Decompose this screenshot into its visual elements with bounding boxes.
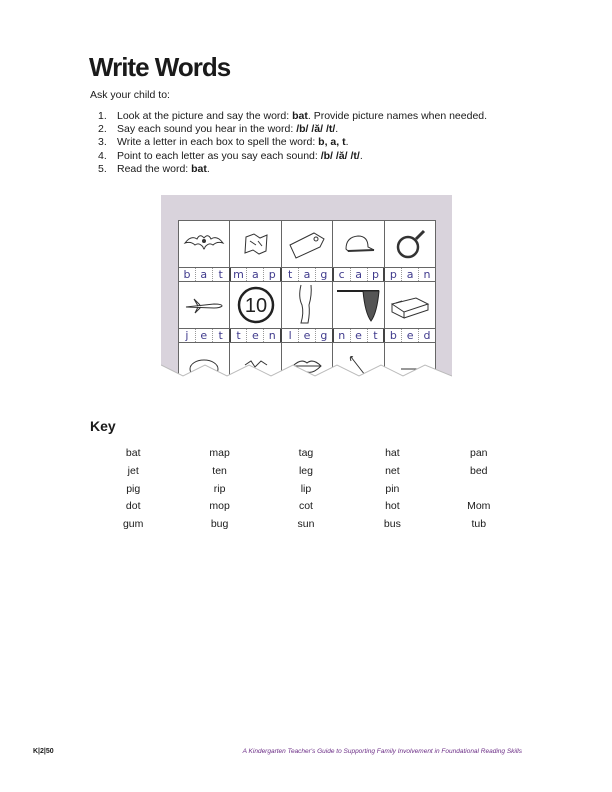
key-word (436, 483, 522, 501)
step-number: 4. (98, 149, 107, 162)
step-number: 2. (98, 123, 107, 136)
bed-picture (385, 282, 435, 329)
letter-box: b (385, 329, 402, 342)
key-word: net (385, 464, 400, 477)
step-text: Say each sound you hear in the word: (117, 123, 297, 136)
letter-box: t (373, 329, 378, 342)
key-row (90, 465, 522, 483)
letter-box: n (334, 329, 351, 342)
word-box (179, 268, 231, 281)
letter-box: n (423, 268, 431, 281)
letter-box: g (320, 268, 328, 281)
key-word: bug (210, 518, 229, 531)
key-word: bed (469, 464, 488, 477)
letter-box: t (231, 329, 248, 342)
key-word: mop (209, 500, 230, 513)
instruction-list (98, 110, 487, 176)
letter-row (179, 268, 435, 282)
step-number: 1. (98, 110, 107, 122)
letter-box: e (196, 329, 213, 342)
letter-box: t (218, 268, 223, 281)
page-number: K|2|50 (33, 748, 54, 755)
letter-box: p (385, 268, 402, 281)
word-box (282, 268, 334, 281)
key-word: pin (385, 482, 400, 495)
page-title: Write Words (89, 52, 231, 82)
step-text-end: . Provide picture names when needed. (307, 110, 488, 122)
word-box (334, 329, 386, 342)
letter-box: b (179, 268, 196, 281)
key-heading: Key (90, 418, 116, 434)
letter-box: e (299, 329, 316, 342)
instruction-step (98, 110, 487, 123)
letter-box: p (268, 268, 276, 281)
key-word: sun (297, 518, 315, 531)
bat-picture (179, 221, 230, 268)
ten-picture (230, 282, 281, 329)
tag-picture (282, 221, 333, 268)
letter-box: a (402, 268, 419, 281)
key-word: pan (469, 447, 488, 459)
key-row (90, 447, 522, 465)
net-picture (333, 282, 384, 329)
letter-box: m (231, 268, 248, 281)
step-number: 3. (98, 136, 107, 149)
letter-box: g (320, 329, 328, 342)
ten-number: 10 (244, 295, 267, 317)
key-word: bus (383, 518, 401, 531)
picture-row (179, 221, 435, 268)
word-box (282, 329, 334, 342)
key-word: Mom (467, 500, 491, 513)
letter-row (179, 329, 435, 343)
letter-box: d (423, 329, 431, 342)
footer-guide-title: A Kindergarten Teacher's Guide to Supporting Family Involvement in Foundational Reading Skills (242, 748, 522, 755)
word-box (385, 329, 435, 342)
letter-box: j (179, 329, 196, 342)
step-text: Read the word: (117, 162, 192, 175)
key-word: cot (298, 500, 313, 513)
key-word: hat (385, 447, 400, 459)
key-word: tub (471, 518, 487, 531)
key-word: dot (125, 500, 141, 513)
letter-box: a (196, 268, 213, 281)
step-text: Look at the picture and say the word: (117, 110, 293, 122)
letter-box: a (299, 268, 316, 281)
map-picture (230, 221, 281, 268)
step-bold: /b/ /ă/ /t/ (296, 123, 336, 136)
step-text: Point to each letter as you say each sound: (117, 149, 321, 162)
letter-box: a (247, 268, 264, 281)
step-text-end: . (359, 149, 363, 162)
key-word: pig (126, 482, 141, 495)
letter-box: a (351, 268, 368, 281)
key-word: bat (125, 447, 141, 459)
instruction-step (98, 136, 487, 149)
letter-box: n (268, 329, 276, 342)
letter-box: e (402, 329, 419, 342)
step-bold: b, a, t (318, 136, 346, 149)
key-word: hot (385, 500, 400, 513)
letter-box: e (247, 329, 264, 342)
letter-box: t (218, 329, 223, 342)
picture-row (179, 282, 435, 329)
key-word: rip (213, 482, 226, 495)
key-word: tag (298, 447, 314, 459)
step-text-end: . (335, 123, 339, 136)
leg-picture (282, 282, 333, 329)
key-row (90, 483, 522, 501)
cap-picture (333, 221, 384, 268)
step-number: 5. (98, 162, 107, 175)
key-row (90, 518, 522, 536)
key-word: gum (122, 518, 144, 531)
torn-edge (161, 360, 452, 386)
word-box (179, 329, 231, 342)
intro-text: Ask your child to: (90, 89, 170, 101)
step-bold: bat (191, 162, 207, 175)
instruction-step (98, 163, 487, 176)
step-bold: /b/ /ă/ /t/ (320, 149, 360, 162)
key-word: leg (298, 464, 313, 477)
step-text: Write a letter in each box to spell the word: (117, 136, 319, 149)
instruction-step (98, 123, 487, 136)
letter-box: c (334, 268, 351, 281)
jet-picture (179, 282, 230, 329)
word-box (231, 268, 283, 281)
step-text-end: . (206, 162, 210, 175)
instruction-step (98, 150, 487, 163)
key-word: jet (127, 464, 139, 477)
pan-picture (385, 221, 435, 268)
worksheet-image (161, 195, 452, 386)
word-box (385, 268, 435, 281)
letter-box: t (282, 268, 299, 281)
letter-box: l (282, 329, 299, 342)
word-box (231, 329, 283, 342)
step-text-end: . (345, 136, 349, 149)
key-word: lip (300, 482, 312, 495)
letter-box: p (371, 268, 379, 281)
answer-key (90, 447, 522, 536)
step-bold: bat (292, 110, 308, 122)
key-word: map (209, 447, 230, 459)
word-box (334, 268, 386, 281)
letter-box: e (351, 329, 368, 342)
key-row (90, 500, 522, 518)
key-word: ten (212, 464, 227, 477)
